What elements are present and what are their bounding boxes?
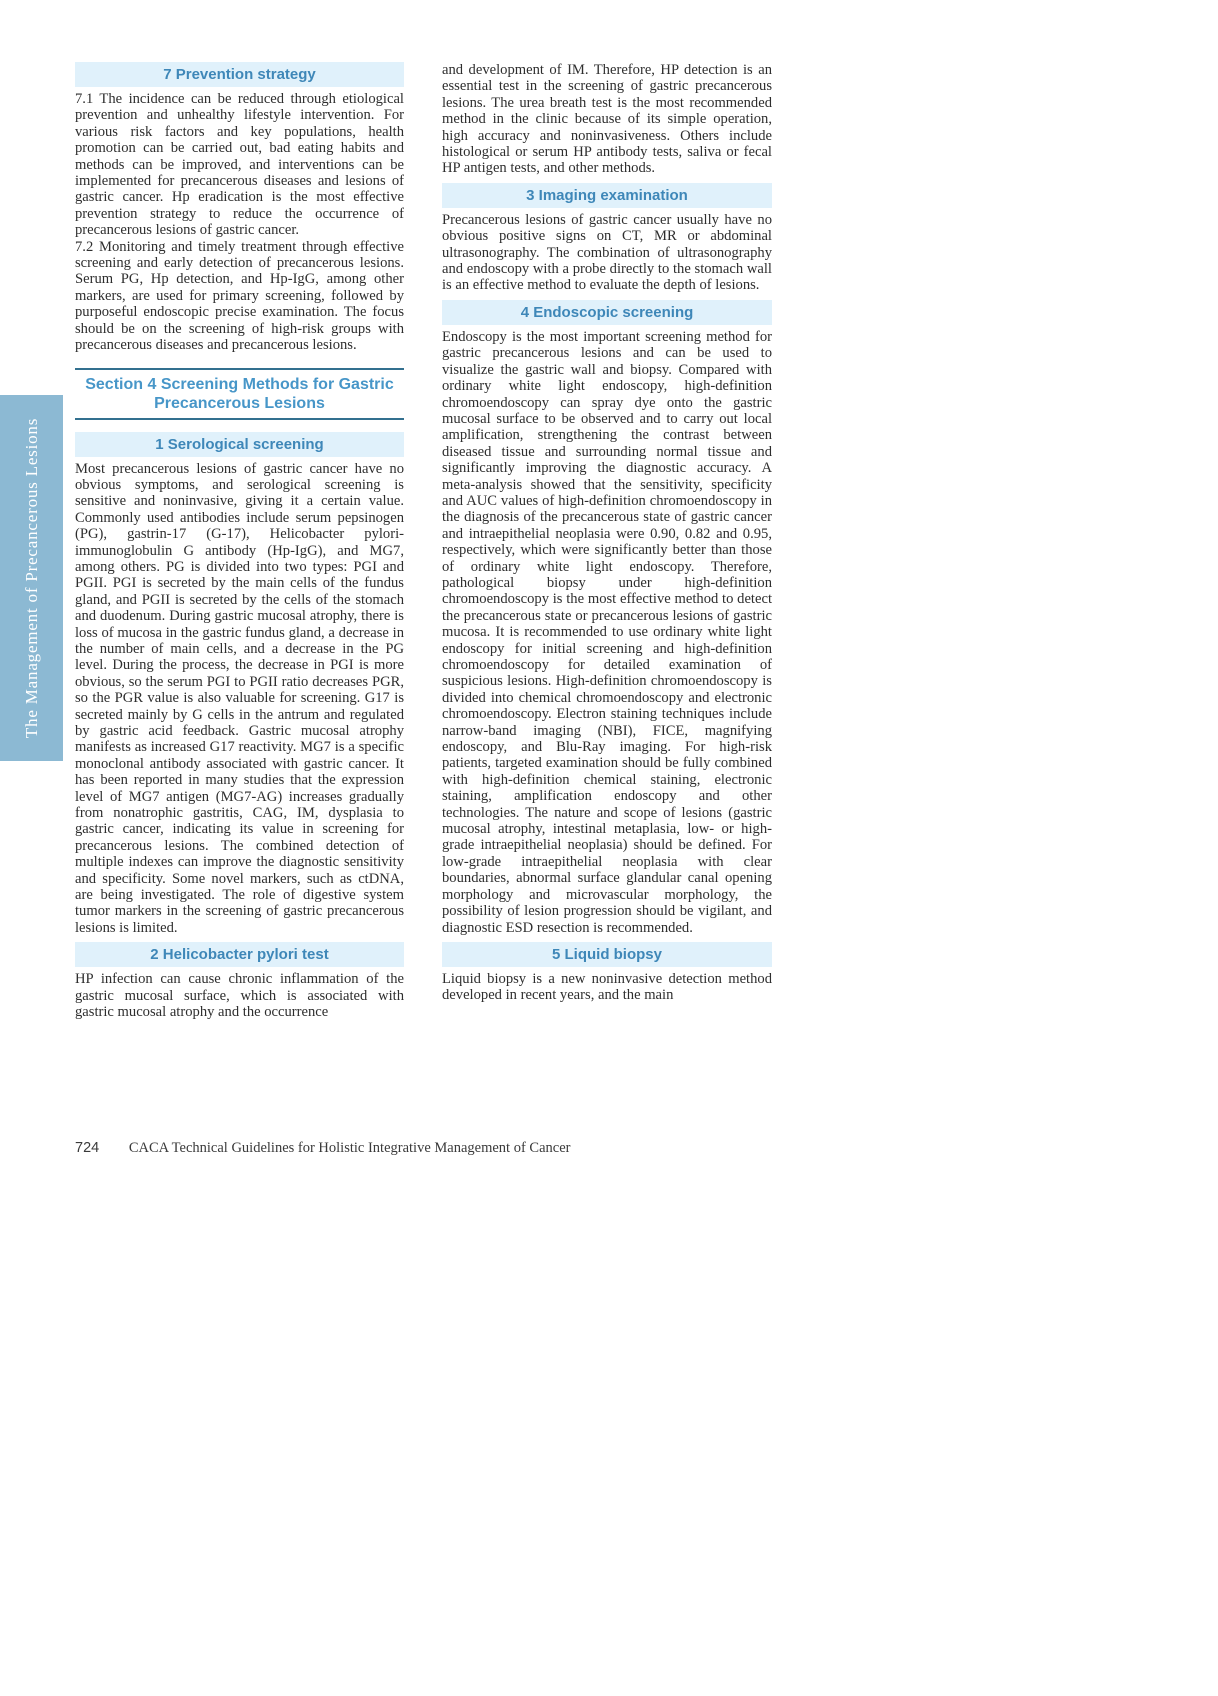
left-column [75,62,404,1021]
paragraph-7-1: 7.1 The incidence can be reduced through etiological prevention and unhealthy lifestyle intervention. For various risk factors and key populations, health promotion can be carried out, bad eating habits and methods can be improved, and interventions can be implemented for precancerous diseases and lesions of gastric cancer. Hp eradication is the most effective prevention strategy to reduce the occurrence of precancerous lesions of gastric cancer. [75,91,404,239]
page-number: 724 [75,1140,100,1156]
heading-prevention-strategy: 7 Prevention strategy [75,62,404,87]
chapter-sidebar-tab [0,395,63,761]
right-column [442,62,772,1004]
paragraph-endoscopic-screening: Endoscopy is the most important screening method for gastric precancerous lesions and can be used to visualize the gastric wall and biopsy. Compared with ordinary white light endoscopy, high-definition chromoendoscopy can spray dye onto the gastric mucosal surface to be observed and to carry out local amplification, strengthening the contrast between diseased tissue and surrounding normal tissue and significantly improving the diagnostic accuracy. A meta-analysis showed that the sensitivity, specificity and AUC values of high-definition chromoendoscopy in the diagnosis of the precancerous state of gastric cancer and intraepithelial neoplasia were 0.90, 0.82 and 0.95, respectively, which were significantly better than those of ordinary white light endoscopy. Therefore, pathological biopsy under high-definition chromoendoscopy is the most effective method to detect the precancerous state or precancerous lesions of gastric mucosa. It is recommended to use ordinary white light endoscopy for initial screening and high-definition chromoendoscopy for detailed examination of suspicious lesions. High-definition chromoendoscopy is divided into chemical chromoendoscopy and electronic chromoendoscopy. Electron staining techniques include narrow-band imaging (NBI), FICE, magnifying endoscopy, and Blu-Ray imaging. For high-risk patients, targeted examination should be fully combined with high-definition chemical staining, electronic staining, amplification endoscopy and other technologies. The nature and scope of lesions (gastric mucosal atrophy, intestinal metaplasia, low- or high-grade intraepithelial neoplasia) should be defined. For low-grade intraepithelial neoplasia with clear boundaries, abnormal surface glandular canal opening morphology and microvascular morphology, the possibility of lesion progression should be vigilant, and diagnostic ESD resection is recommended. [442,328,772,936]
heading-helicobacter-pylori-test: 2 Helicobacter pylori test [75,942,404,967]
paragraph-serological-screening: Most precancerous lesions of gastric cancer have no obvious symptoms, and serological screening is sensitive and noninvasive, giving it a certain value. Commonly used antibodies include serum pepsinogen (PG), gastrin-17 (G-17), Helicobacter pylori-immunoglobulin G antibody (Hp-IgG), and MG7, among others. PG is divided into two types: PGI and PGII. PGI is secreted by the main cells of the fundus gland, and PGII is secreted by the cells of the stomach and duodenum. During gastric mucosal atrophy, there is loss of mucosa in the gastric fundus gland, a decrease in the number of main cells, and a decrease in the PG level. During the process, the decrease in PGI is more obvious, so the serum PGI to PGII ratio decreases PGR, so the PGR value is also valuable for screening. G17 is secreted mainly by G cells in the antrum and regulated by gastric acid feedback. Gastric mucosal atrophy manifests as increased G17 reactivity. MG7 is a specific monoclonal antibody associated with gastric cancer. It has been reported in many studies that the expression level of MG7 antigen (MG7-AG) increases gradually from nonatrophic gastritis, CAG, IM, dysplasia to gastric cancer, indicating its value in screening for precancerous lesions. The combined detection of multiple indexes can improve the diagnostic sensitivity and specificity. Some novel markers, such as ctDNA, are being investigated. The role of digestive system tumor markers in the screening of gastric precancerous lesions is limited. [75,460,404,936]
heading-liquid-biopsy: 5 Liquid biopsy [442,942,772,967]
heading-imaging-examination: 3 Imaging examination [442,183,772,208]
book-title: CACA Technical Guidelines for Holistic Integrative Management of Cancer [128,1140,571,1156]
paragraph-7-2: 7.2 Monitoring and timely treatment through effective screening and early detection of precancerous lesions. Serum PG, Hp detection, and Hp-IgG, among other markers, are used for primary screening, followed by purposeful endoscopic precise examination. The focus should be on the screening of high-risk groups with precancerous diseases and precancerous lesions. [75,238,404,354]
section-4-title: Section 4 Screening Methods for Gastric Precancerous Lesions [75,368,404,420]
paragraph-hp-test-continued: and development of IM. Therefore, HP detection is an essential test in the screening of gastric precancerous lesions. The urea breath test is the most recommended method in the clinic because of its simple operation, high accuracy and noninvasiveness. Others include histological or serum HP antibody tests, saliva or fecal HP antigen tests, and other methods. [442,62,772,177]
page-footer [75,1140,835,1157]
paragraph-hp-test: HP infection can cause chronic inflammation of the gastric mucosal surface, which is associated with gastric mucosal atrophy and the occurrence [75,971,404,1021]
chapter-vertical-label: The Management of Precancerous Lesions [21,417,41,739]
paragraph-imaging-examination: Precancerous lesions of gastric cancer usually have no obvious positive signs on CT, MR or abdominal ultrasonography. The combination of ultrasonography and endoscopy with a probe directly to the stomach wall is an effective method to evaluate the depth of lesions. [442,211,772,294]
paragraph-liquid-biopsy: Liquid biopsy is a new noninvasive detection method developed in recent years, and the main [442,970,772,1004]
heading-serological-screening: 1 Serological screening [75,432,404,457]
heading-endoscopic-screening: 4 Endoscopic screening [442,300,772,325]
